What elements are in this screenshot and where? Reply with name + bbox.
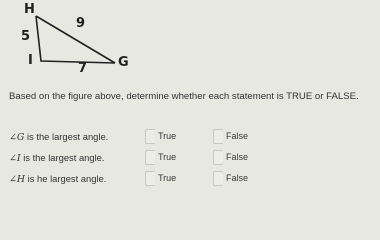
true-checkbox[interactable] <box>145 171 155 186</box>
angle-vertex: I <box>16 153 21 164</box>
false-option[interactable] <box>213 170 248 186</box>
false-label: False <box>226 152 249 162</box>
true-checkbox[interactable] <box>145 150 155 165</box>
true-checkbox[interactable] <box>145 129 155 144</box>
side-length-hi: 5 <box>21 29 31 44</box>
statement-text <box>9 131 108 143</box>
angle-symbol: ∠ <box>9 132 17 143</box>
false-checkbox[interactable] <box>213 171 223 186</box>
triangle-figure <box>0 0 200 84</box>
true-option[interactable] <box>145 149 176 165</box>
true-label: True <box>158 152 177 162</box>
statement-row <box>0 169 380 191</box>
angle-vertex: H <box>16 174 26 185</box>
false-label: False <box>226 131 249 141</box>
angle-symbol: ∠ <box>9 153 17 164</box>
statement-row <box>0 148 380 170</box>
true-label: True <box>158 131 177 141</box>
statement-body: is he largest angle. <box>27 173 107 184</box>
false-option[interactable] <box>213 128 248 144</box>
vertex-label-g: G <box>118 55 129 70</box>
false-option[interactable] <box>213 149 248 165</box>
statement-text <box>9 152 105 164</box>
true-option[interactable] <box>145 170 176 186</box>
side-length-hg: 9 <box>76 16 86 31</box>
statement-body: is the largest angle. <box>26 131 109 142</box>
angle-symbol: ∠ <box>9 174 17 185</box>
statement-body: is the largest angle. <box>23 152 105 163</box>
vertex-label-h: H <box>24 2 35 17</box>
angle-vertex: G <box>16 132 25 143</box>
true-option[interactable] <box>145 128 176 144</box>
statement-text <box>9 173 106 185</box>
instruction-text: Based on the figure above, determine whether each statement is TRUE or FALSE. <box>9 91 359 102</box>
statement-row <box>0 127 380 149</box>
false-checkbox[interactable] <box>213 150 223 165</box>
false-checkbox[interactable] <box>213 129 223 144</box>
true-label: True <box>158 173 177 183</box>
false-label: False <box>226 173 249 183</box>
side-length-ig: 7 <box>78 61 88 76</box>
vertex-label-i: I <box>28 53 33 68</box>
